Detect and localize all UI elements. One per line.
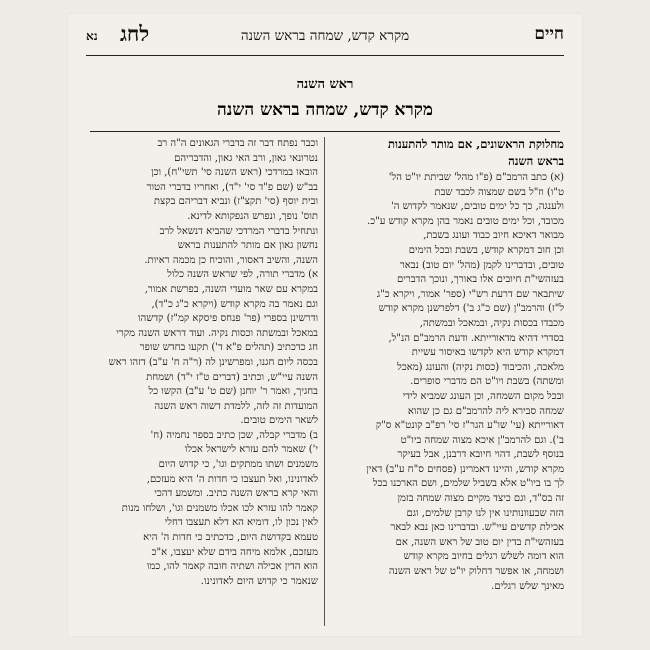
section-title: מקרא קדש, שמחה בראש השנה <box>217 100 433 120</box>
text-line: ובכל מקום השמחה, וכן העונג שמביא לידי <box>402 390 564 402</box>
text-line: שנאמר כי קדוש היום לאדונינו. <box>200 575 318 587</box>
running-head-center: מקרא קדש, שמחה בראש השנה <box>240 28 410 44</box>
text-line: א) מדברי תורה, לפי שראש השנה כלול <box>167 269 318 281</box>
text-line: תוס' נופך, ונפרש הנפקותא לדינא. <box>187 210 318 222</box>
text-line: בעזהשי"ת בדין יום טוב של ראש השנה, אם <box>395 536 564 548</box>
text-line: לאדונינו, ואל תעצבו כי חדות ה' היא מעזכם, <box>146 473 318 485</box>
text-line: בחגיך, ואמר ר' יוחנן (שם ט' ע"ב) הקשו כל <box>148 386 318 398</box>
text-line: טובים, ובדברינו לקמן (מהל' יום טוב) נבאר <box>399 259 564 271</box>
running-head <box>86 22 564 50</box>
text-line: נחשון גאון אם מותר להתענות בראש <box>177 240 318 252</box>
left-column <box>86 137 318 626</box>
text-line: במקרא עם שאר מועדי השנה, בפרשת אמור, <box>144 283 318 295</box>
text-line: בסדרי דהיא מדאורייתא. ודעת הרמב"ם הנ"ל, <box>388 332 564 344</box>
right-column-text <box>332 171 564 594</box>
text-line: אכילת קדשים עיי"ש. ובדברינו כאן נבא לבאר <box>390 522 564 534</box>
page-number: נא <box>86 29 98 43</box>
text-line: שיתבאר שם דרעת רש"י (ספר' אמור, ויקרא כ"ג <box>376 288 564 300</box>
text-line: דמקרא קודש היא לקדשו באיסור עשיית <box>411 347 564 359</box>
text-line: מאינך שלש רגלים. <box>491 580 564 592</box>
column-heading <box>332 137 564 169</box>
text-line: (א) כתב הרמב"ם (פ"ו מהל' שביתת יו"ט הל' <box>388 172 564 183</box>
text-line: זה בס"ד, וגם כיצד מקיים מצוה שמחה בזמן <box>397 493 564 505</box>
text-line: משמנים ושתו ממתקים וגו', כי קדוש היום <box>158 459 318 471</box>
right-column <box>332 137 564 626</box>
text-line: ובית יוסף (סי' תקצ"ז) ונביא דבריהם בקצת <box>153 196 318 208</box>
text-line: מבואר דאיכא חיוב כבוד ועונג בשבת, <box>423 230 564 242</box>
text-line: ב) מדברי קבלה, שכן כתיב בספר נחמיה (ח' <box>150 429 318 441</box>
heading-line: מחלוקת הראשונים, אם מותר להתענות <box>388 137 564 151</box>
text-line: ב'). וגם להרמב"ן איכא מצוה שמחה ביו"ט <box>400 434 564 446</box>
text-line: וגם נאמר בה מקרא קודש (ויקרא כ"ג כ"ד), <box>151 298 318 310</box>
book-page <box>68 14 582 636</box>
text-line: הזה שבעוונותינו אין לנו קרבן שלמים, וגם <box>406 507 564 519</box>
text-line: קאמר להו עזרא לכו אכלו משמנים וגו', ושלחו מנות <box>121 502 318 514</box>
text-line: מלאכה, והכיבוד (כסות נקיה) והעונג (מאכל <box>397 361 564 373</box>
text-line: י') שאמר להם עזרא לישראל אכלו <box>184 444 318 456</box>
text-line: חג כדכתיב (תהלים פ"א ד') תקעו בחדש שופר <box>139 342 318 354</box>
text-line: הובאו במרדכי (ראש השנה סי' תשי"ח), וכן <box>151 167 318 179</box>
text-line: בב"ש (שם פ"ד סי' י"ד), ואחריו בדברי הטור <box>146 181 318 193</box>
header-rule <box>86 55 564 56</box>
text-line: בעזהשי"ת חיובים אלו באורך, ונוכך הדברים <box>396 274 564 286</box>
text-line: טעמא בקדושת היום, כדכתיב כי חדות ה' היא <box>143 532 318 544</box>
section-label: ראש השנה <box>296 77 354 92</box>
text-line: לאין נכון לו, דומיא הא דלא תעצבו דחלי <box>164 517 318 529</box>
text-line: השנה עיי"ש, וכתיב (דברים ט"ז י"ד) ושמחת <box>146 371 318 383</box>
text-line: והאי קרא בראש השנה כתיב. ומשמע דהכי <box>154 488 318 500</box>
text-line: ושמחה, או אפשר דחלוק יו"ט של ראש השנה <box>388 566 564 578</box>
text-line: נטרונאי גאון, ורב האי גאון, והדבריהם <box>174 152 318 164</box>
text-line: מקרא קודש, והיינו דאמרינן (פסחים ס"ח ע"ב) דאין <box>366 463 564 475</box>
text-line: הוא דומה לשלש רגלים בחיוב מקרא קודש <box>403 551 564 563</box>
text-line: מכבדו בכסות נקיה, ובמאכל ובמשתה, <box>419 317 564 329</box>
title-rule <box>90 131 560 132</box>
text-line: וכן חוב דמקרא קודש, בשבת ובכל הימים <box>408 244 564 256</box>
text-line: מכובד, וכל ימים טובים נאמר בהן מקרא קודש ע"כ. <box>367 215 564 227</box>
text-line: בנוסף לשבת, דהוי חיובא דרבנן, אבל בעיקר <box>397 449 564 461</box>
text-line: בכסה ליום חגנו, ומפרשינן לה (ר"ה ח' ע"ב) דזהו ראש <box>108 356 318 368</box>
text-line: ולענגה, כך כל ימים טובים, שנאמר לקדוש ה' <box>390 201 564 213</box>
text-line: ונתחיל בדברי המרדכי שהביא דנשאל לרב <box>159 225 318 237</box>
text-line: לך בו ביו"ט אלא בשביל שלמים, ושם הארכנו בכל <box>372 478 564 490</box>
text-line: ומשתה) בשבת ויו"ט הם מדברי סופרים. <box>410 376 564 388</box>
text-line: במאכל ובמשתה וכסות נקיה. ועוד דראש השנה מקרי <box>116 327 318 339</box>
text-line: השנה, והשיב דאסור, והוכיח כן מכמה ראיות. <box>144 254 318 266</box>
running-head-right: חיים <box>534 24 564 44</box>
text-line: ודרשינן בספרי (פר' פנחס פיסקא קמ"ז) קדשהו <box>137 313 318 325</box>
text-line: ל"ז) והרמב"ן (שם כ"ג ב') דלפרשנן מקרא קודש <box>378 303 564 315</box>
text-line: המועדות זה לזה, ללמדת דשוה ראש השנה <box>154 400 318 412</box>
text-line: וכבר נפתח דבר זה בדברי הגאונים ה"ה רב <box>157 138 318 149</box>
text-line: ט"ו) וז"ל בשם שמצוה לכבד שבת <box>434 186 564 198</box>
running-head-left: לחג <box>120 21 150 46</box>
text-line: לשאר הימים טובים. <box>240 415 318 427</box>
left-column-text <box>86 137 318 589</box>
text-line: הוא הדין אכילה ושתיה חובה קאמר להו, כמו <box>146 561 318 573</box>
text-line: שמחה סבירא ליה להרמב"ם גם כן שהוא <box>407 405 564 417</box>
text-line: דאורייתא (עי' שו"ע הגר"ז סי' רפ"ב קונט"א ס"ק <box>375 420 564 432</box>
column-divider <box>324 137 325 626</box>
heading-line: בראש השנה <box>508 154 564 168</box>
text-line: מעזכם, אלמא מיחה בידם שלא יעצבו, א"כ <box>151 546 318 558</box>
